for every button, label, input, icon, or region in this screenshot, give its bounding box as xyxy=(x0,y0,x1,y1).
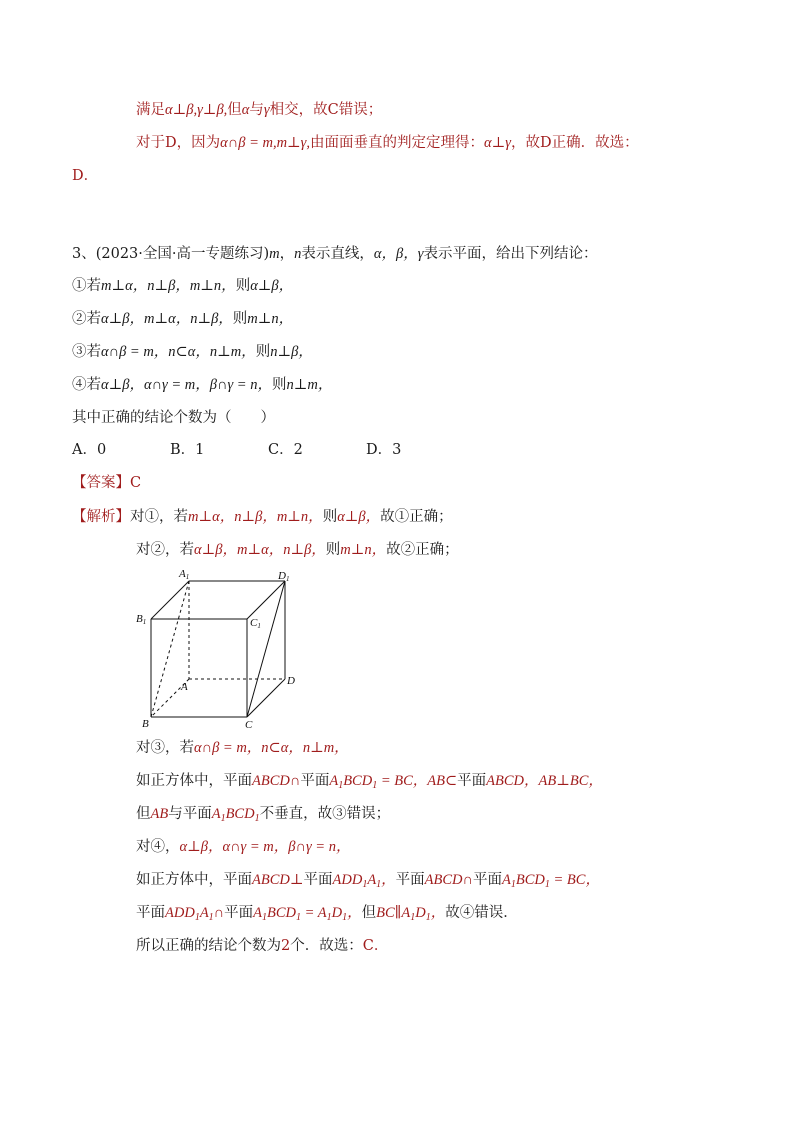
text: 平面 xyxy=(457,773,487,789)
text: 平面 xyxy=(136,905,165,921)
cube-figure xyxy=(134,566,310,732)
answer-line xyxy=(72,473,141,493)
text: 表示平面，给出下列结论： xyxy=(423,246,598,262)
math: α⊥β， xyxy=(337,509,381,525)
text: 相交，故 xyxy=(269,102,328,118)
text: 3、(2023·全国·高一专题练习) xyxy=(72,246,270,262)
text: 平面 xyxy=(303,872,333,888)
analysis-line-5 xyxy=(136,804,390,829)
text: ，故 xyxy=(511,135,540,151)
label-a: A xyxy=(181,681,188,693)
option-b: B．1 xyxy=(170,442,205,458)
prev-line-2 xyxy=(136,133,639,153)
analysis-line-9 xyxy=(136,936,388,956)
prev-line-1 xyxy=(136,100,382,120)
text: 对③，若 xyxy=(136,740,194,756)
text: ④若 xyxy=(72,377,101,393)
text: 平面 xyxy=(473,872,503,888)
math: $A_1BCD_1 = A_1D_1$， xyxy=(253,905,362,923)
analysis-line-3 xyxy=(136,738,349,758)
text: 正确．故选： xyxy=(551,135,639,151)
statement-2 xyxy=(72,309,293,329)
math: m⊥α，n⊥β，m⊥n， xyxy=(188,509,323,525)
math: γ xyxy=(263,102,270,118)
label-c1: C1 xyxy=(250,617,261,630)
options xyxy=(72,440,464,460)
edge-a1-b xyxy=(151,581,189,717)
prev-line-3: D． xyxy=(72,168,99,184)
math: n⊥m， xyxy=(286,377,333,393)
statement-1 xyxy=(72,276,293,296)
math: ABCD⊥ xyxy=(252,872,304,888)
text: 与平面 xyxy=(168,806,212,822)
text: 错误； xyxy=(338,102,383,118)
math: α⊥β， xyxy=(250,278,294,294)
question-header xyxy=(72,244,597,264)
math: $A_1BCD_1$ = BC， xyxy=(502,872,600,890)
edge-d1-c xyxy=(247,581,285,717)
text: 对①，若 xyxy=(130,509,188,525)
text: 则 xyxy=(235,278,251,294)
text: 满足 xyxy=(136,102,165,118)
text: C xyxy=(327,102,339,118)
text: ， xyxy=(279,246,295,262)
math: α，β，γ xyxy=(373,246,424,262)
math: α∩β = m,m⊥γ, xyxy=(220,135,311,151)
math: $A_1BCD_1$ xyxy=(211,806,260,824)
math: α⊥β，α∩γ = m，β∩γ = n， xyxy=(179,839,351,855)
answer-label: 【答案】 xyxy=(72,475,130,491)
label-d: D xyxy=(287,675,295,687)
text: ，因为 xyxy=(176,135,221,151)
text: 不垂直，故③错误； xyxy=(259,806,391,822)
analysis-line-7 xyxy=(136,870,600,895)
text: 但 xyxy=(227,102,242,118)
math: α⊥β，m⊥α，n⊥β， xyxy=(194,542,326,558)
analysis-label: 【解析】 xyxy=(72,509,130,525)
label-c: C xyxy=(245,719,253,731)
math: $ADD_1A_1\cap$ xyxy=(165,905,225,923)
analysis-line-6 xyxy=(136,837,350,857)
text: 故②正确； xyxy=(386,542,459,558)
text: ②若 xyxy=(72,311,101,327)
text: 如正方体中，平面 xyxy=(136,872,252,888)
math: α⊥γ xyxy=(484,135,511,151)
math: n xyxy=(294,246,302,262)
text: 则 xyxy=(322,509,338,525)
math: α⊥β，m⊥α，n⊥β， xyxy=(101,311,233,327)
math: $ADD_1A_1$， xyxy=(332,872,396,890)
math: $BC\parallel A_1D_1$， xyxy=(376,905,446,923)
text: 则 xyxy=(271,377,287,393)
math: AB xyxy=(150,806,169,822)
math: $A_1BCD_1$ = BC，AB⊂ xyxy=(329,773,458,791)
label-b: B xyxy=(142,718,149,730)
text: 由面面垂直的判定定理得： xyxy=(310,135,485,151)
statement-3 xyxy=(72,342,313,362)
option-c: C．2 xyxy=(268,442,303,458)
text: 对②，若 xyxy=(136,542,194,558)
text: 2 xyxy=(281,938,291,954)
label-d1: D1 xyxy=(278,570,290,583)
text: ③若 xyxy=(72,344,101,360)
math: α∩β = m，n⊂α，n⊥m， xyxy=(194,740,349,756)
statement-4 xyxy=(72,375,332,395)
text: 则 xyxy=(255,344,271,360)
math: α xyxy=(241,102,250,118)
math: ABCD，AB⊥BC， xyxy=(486,773,603,789)
label-a1: A1 xyxy=(179,568,190,581)
label-b1: B1 xyxy=(136,613,147,626)
text: C． xyxy=(362,938,389,954)
text: 平面 xyxy=(224,905,254,921)
text: 如正方体中，平面 xyxy=(136,773,252,789)
math: α∩β = m，n⊂α，n⊥m， xyxy=(101,344,256,360)
math: m xyxy=(269,246,280,262)
math: ABCD∩ xyxy=(252,773,301,789)
math: m⊥n， xyxy=(247,311,294,327)
text: 对于 xyxy=(136,135,165,151)
math: m⊥α，n⊥β，m⊥n， xyxy=(101,278,236,294)
analysis-line-4 xyxy=(136,771,603,796)
math: m⊥n， xyxy=(340,542,387,558)
option-a: A．0 xyxy=(72,442,107,458)
text: 但 xyxy=(136,806,151,822)
text: 则 xyxy=(325,542,341,558)
text: 个．故选： xyxy=(290,938,363,954)
math: α⊥β，α∩γ = m，β∩γ = n， xyxy=(101,377,272,393)
text: D xyxy=(540,135,552,151)
text: D xyxy=(165,135,177,151)
text: 表示直线， xyxy=(301,246,374,262)
answer-value: C xyxy=(130,475,142,491)
text: 平面 xyxy=(395,872,425,888)
math: ABCD∩ xyxy=(424,872,474,888)
text: 对④， xyxy=(136,839,180,855)
text: 平面 xyxy=(300,773,330,789)
text: 故①正确； xyxy=(380,509,453,525)
question-ask: 其中正确的结论个数为（ ） xyxy=(72,410,275,426)
text: 与 xyxy=(249,102,264,118)
text: 则 xyxy=(232,311,248,327)
analysis-line-1 xyxy=(72,507,453,527)
text: 所以正确的结论个数为 xyxy=(136,938,281,954)
math: n⊥β， xyxy=(270,344,313,360)
analysis-line-8 xyxy=(136,903,518,928)
text: 故④错误． xyxy=(445,905,518,921)
text: ①若 xyxy=(72,278,101,294)
analysis-line-2 xyxy=(136,540,459,560)
math: α⊥β,γ⊥β, xyxy=(165,102,228,118)
option-d: D．3 xyxy=(366,442,402,458)
text: 但 xyxy=(361,905,377,921)
